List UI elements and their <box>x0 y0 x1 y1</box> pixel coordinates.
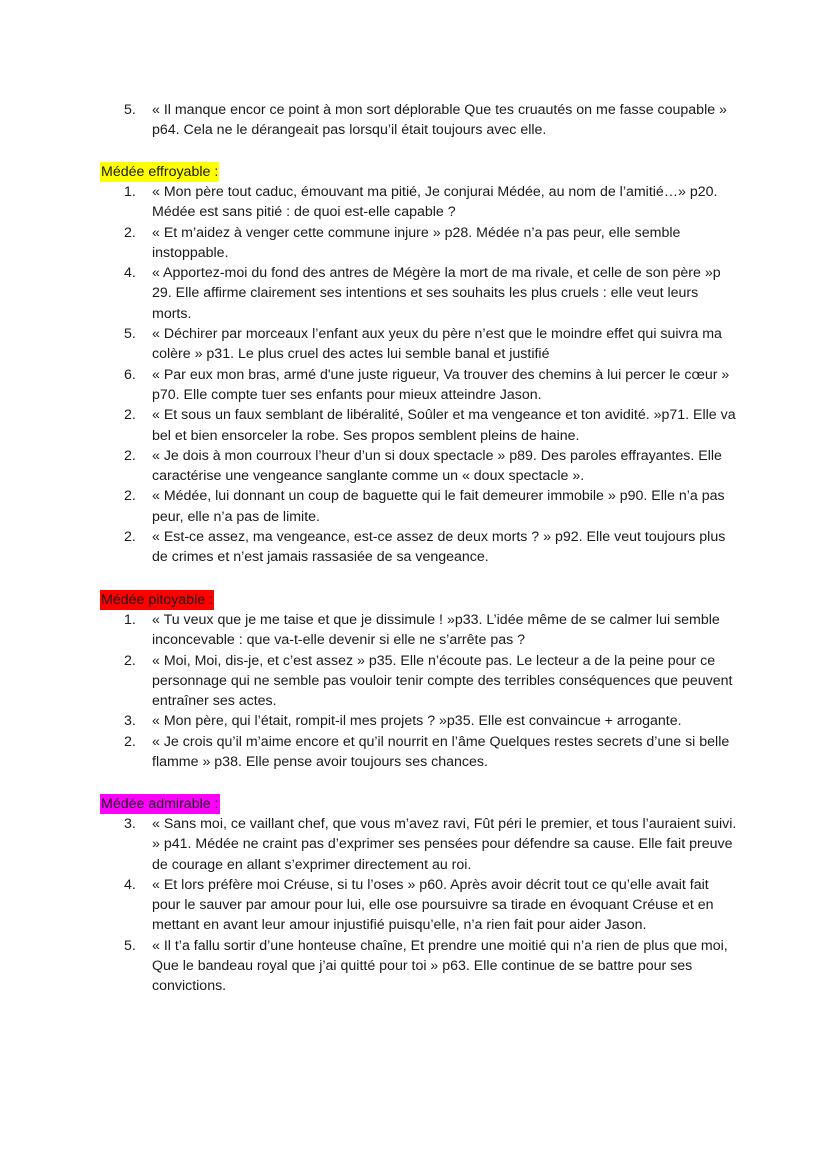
item-number: 1. <box>124 612 136 628</box>
item-number: 3. <box>124 713 136 730</box>
list-item <box>100 182 740 223</box>
item-number: 2. <box>124 447 136 464</box>
item-number: 6. <box>124 366 136 383</box>
list-item <box>100 875 740 936</box>
item-text: « Mon père, qui l’était, rompit-il mes projets ? »p35. Elle est convaincue + arrogante. <box>152 713 682 730</box>
list-item <box>100 446 740 487</box>
item-text: « Je dois à mon courroux l’heur d’un si doux spectacle » p89. Des paroles effrayantes. Elle caractérise une vengeance sanglante comme un « doux spectacle ». <box>152 447 722 485</box>
section-heading-admirable: Médée admirable : <box>101 796 219 812</box>
item-number: 2. <box>124 733 136 750</box>
item-number: 1. <box>124 184 136 200</box>
item-list <box>100 182 740 568</box>
item-list <box>100 610 740 772</box>
section-heading-effroyable: Médée effroyable : <box>101 164 219 180</box>
list-item <box>100 223 740 264</box>
section-heading-pitoyable: Médée pitoyable : <box>101 592 213 608</box>
section-continuation <box>100 100 740 141</box>
section-pitoyable <box>100 590 740 772</box>
item-text: « Mon père tout caduc, émouvant ma pitié, Je conjurai Médée, au nom de l’amitié…» p20. Médée est sans pitié : de quoi est-elle capable ? <box>152 184 718 221</box>
list-item <box>100 814 740 875</box>
item-number: 2. <box>124 224 136 241</box>
item-text: « Il t’a fallu sortir d’une honteuse chaîne, Et prendre une moitié qui n’a rien de plus que moi, Que le bandeau royal que j’ai quitté pour toi » p63. Elle continue de se battre pour ses convictions. <box>152 937 728 995</box>
item-number: 5. <box>124 937 136 954</box>
list-item <box>100 527 740 568</box>
list-item <box>100 100 740 141</box>
list-item <box>100 365 740 406</box>
item-text: « Moi, Moi, dis-je, et c’est assez » p35. Elle n’écoute pas. Le lecteur a de la peine pour ce personnage qui ne semble pas vouloir tenir compte des terribles conséquences que peuvent entraîner ses actes. <box>152 652 733 710</box>
item-text: « Et lors préfère moi Créuse, si tu l’oses » p60. Après avoir décrit tout ce qu’elle avait fait pour le sauver par amour pour lui, elle ose poursuivre sa tirade en évoquant Créuse et en mettant en avant leur amour injustifié puisqu’elle, n’a rien fait pour aider Jason. <box>152 876 714 934</box>
item-number: 5. <box>124 326 136 343</box>
section-admirable <box>100 794 740 997</box>
section-effroyable <box>100 162 740 568</box>
item-text: « Est-ce assez, ma vengeance, est-ce assez de deux morts ? » p92. Elle veut toujours plus de crimes et n’est jamais rassasiée de sa vengeance. <box>152 529 726 566</box>
item-text: « Déchirer par morceaux l’enfant aux yeux du père n’est que le moindre effet qui suivra ma colère » p31. Le plus cruel des actes lui semble banal et justifié <box>152 326 722 363</box>
item-number: 3. <box>124 816 136 832</box>
list-item <box>100 651 740 712</box>
item-number: 5. <box>124 102 136 118</box>
item-text: « Médée, lui donnant un coup de baguette qui le fait demeurer immobile » p90. Elle n’a pas peur, elle n’a pas de limite. <box>152 488 725 525</box>
item-text: « Sans moi, ce vaillant chef, que vous m’avez ravi, Fût péri le premier, et tous l’auraient suivi. » p41. Médée ne craint pas d’exprimer ses pensées pour défendre sa cause. Elle fait preuve de courage en allant s’exprimer directement au roi. <box>152 816 737 873</box>
item-text: « Et m’aidez à venger cette commune injure » p28. Médée n’a pas peur, elle semble instoppable. <box>152 224 681 261</box>
list-item <box>100 936 740 997</box>
list-item <box>100 263 740 324</box>
item-number: 2. <box>124 652 136 669</box>
item-text: « Apportez-moi du fond des antres de Mégère la mort de ma rivale, et celle de son père »p 29. Elle affirme clairement ses intentions et ses souhaits les plus cruels : elle veut leurs morts. <box>152 265 721 322</box>
item-text: « Je crois qu’il m’aime encore et qu’il nourrit en l’âme Quelques restes secrets d’une si belle flamme » p38. Elle pense avoir toujours ses chances. <box>152 733 730 771</box>
item-text: « Par eux mon bras, armé d'une juste rigueur, Va trouver des chemins à lui percer le cœur » p70. Elle compte tuer ses enfants pour mieux atteindre Jason. <box>152 366 730 403</box>
list-item <box>100 711 740 731</box>
item-text: « Et sous un faux semblant de libéralité, Soûler et ma vengeance et ton avidité. »p71. Elle va bel et bien ensorceler la robe. Ses propos semblent pleins de haine. <box>152 407 736 444</box>
item-number: 2. <box>124 488 136 505</box>
list-item <box>100 405 740 446</box>
item-text: « Tu veux que je me taise et que je dissimule ! »p33. L’idée même de se calmer lui semble inconcevable : que va-t-elle devenir si elle ne s’arrête pas ? <box>152 612 720 649</box>
item-number: 2. <box>124 529 136 546</box>
item-number: 4. <box>124 265 136 282</box>
item-number: 4. <box>124 876 136 893</box>
list-item <box>100 324 740 365</box>
item-list <box>100 814 740 997</box>
list-item <box>100 610 740 651</box>
list-item <box>100 732 740 773</box>
item-text: « Il manque encor ce point à mon sort déplorable Que tes cruautés on me fasse coupable » p64. Cela ne le dérangeait pas lorsqu’il était toujours avec elle. <box>152 102 727 139</box>
item-list <box>100 100 740 141</box>
item-number: 2. <box>124 407 136 424</box>
list-item <box>100 486 740 527</box>
